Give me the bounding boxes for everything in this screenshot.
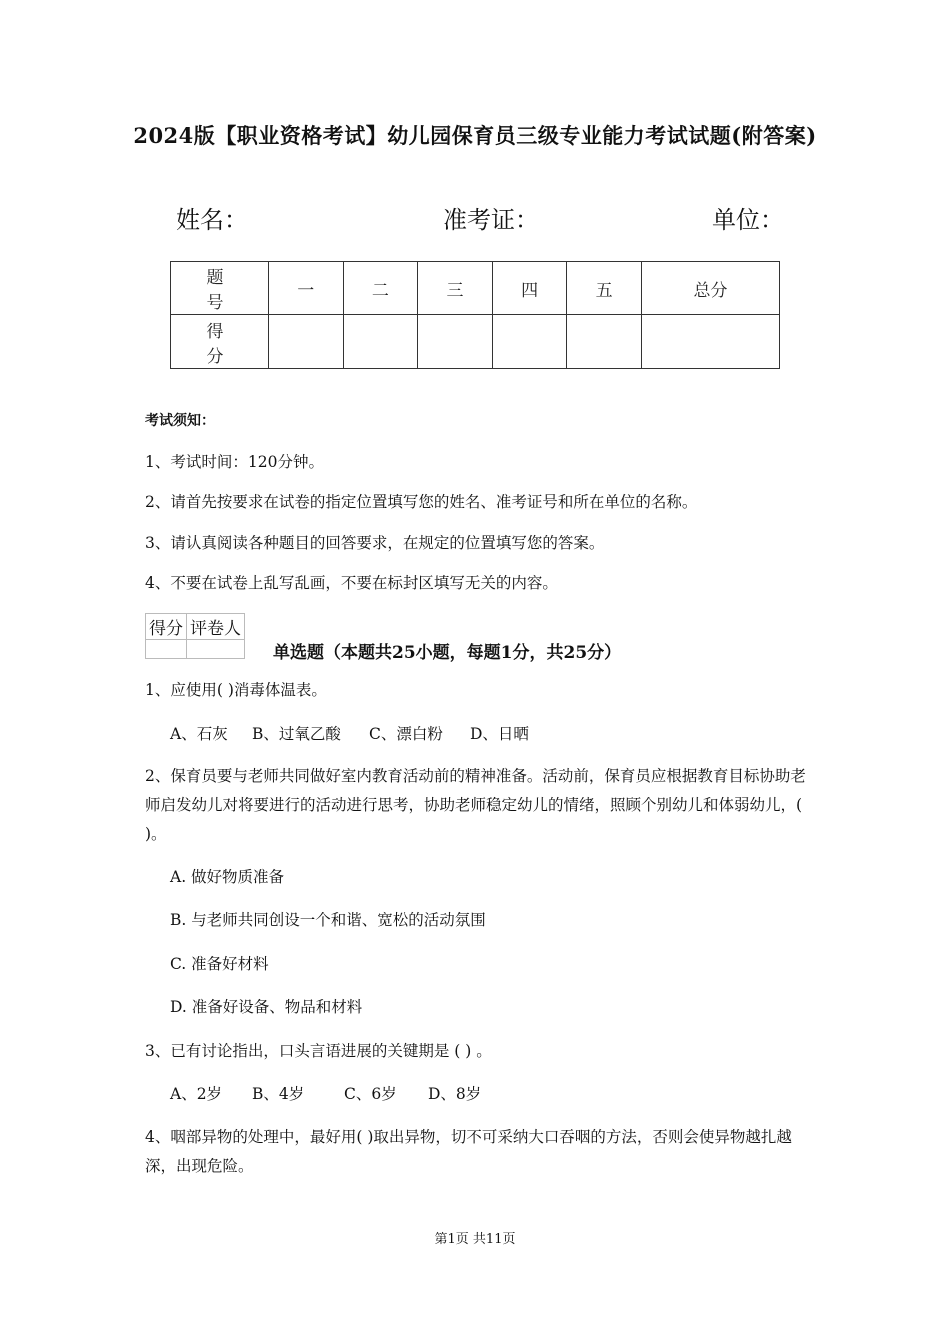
option: D、8岁 bbox=[428, 1085, 482, 1103]
question-stem: 1、应使用( )消毒体温表。 bbox=[145, 681, 327, 699]
option: B、过氧乙酸 bbox=[252, 725, 341, 743]
score-cell-3 bbox=[418, 315, 493, 369]
section-title: 单选题（本题共25小题，每题1分，共25分） bbox=[273, 643, 622, 663]
grader-box bbox=[145, 613, 245, 659]
option: C、漂白粉 bbox=[369, 725, 443, 743]
column-5: 五 bbox=[567, 262, 642, 315]
option: A、石灰 bbox=[170, 725, 228, 743]
notice-title: 考试须知： bbox=[145, 413, 215, 429]
question-stem: 2、保育员要与老师共同做好室内教育活动前的精神准备。活动前，保育员应根据教育目标协助老师启发幼儿对将要进行的活动进行思考，协助老师稳定幼儿的情绪，照顾个别幼儿和体弱幼儿，( )。 bbox=[145, 767, 806, 843]
column-3: 三 bbox=[418, 262, 493, 315]
question-stem: 3、已有讨论指出，口头言语进展的关键期是 ( ) 。 bbox=[145, 1042, 492, 1060]
notice-item: 1、考试时间：120分钟。 bbox=[145, 453, 324, 471]
option: A、2岁 bbox=[170, 1085, 223, 1103]
grader-score-cell bbox=[146, 640, 187, 659]
column-1: 一 bbox=[269, 262, 344, 315]
unit-label: 单位： bbox=[712, 206, 784, 234]
score-cell-5 bbox=[567, 315, 642, 369]
score-cell-4 bbox=[492, 315, 567, 369]
exam-id-label: 准考证： bbox=[443, 206, 539, 234]
option: B、4岁 bbox=[252, 1085, 305, 1103]
name-label: 姓名： bbox=[176, 206, 248, 234]
exam-title: 2024版【职业资格考试】幼儿园保育员三级专业能力考试试题(附答案) bbox=[133, 123, 817, 148]
notice-item: 4、不要在试卷上乱写乱画，不要在标封区填写无关的内容。 bbox=[145, 574, 558, 592]
score-cell-2 bbox=[343, 315, 418, 369]
score-table-header-row bbox=[171, 262, 780, 315]
option: D、日晒 bbox=[470, 725, 529, 743]
grader-name-label: 评卷人 bbox=[187, 614, 245, 640]
score-table-score-row bbox=[171, 315, 780, 369]
question-stem: 4、咽部异物的处理中，最好用( )取出异物，切不可采纳大口吞咽的方法，否则会使异物越扎越深，出现危险。 bbox=[145, 1128, 792, 1175]
column-4: 四 bbox=[492, 262, 567, 315]
column-total: 总分 bbox=[641, 262, 779, 315]
grader-score-label: 得分 bbox=[146, 614, 187, 640]
score-cell-total bbox=[641, 315, 779, 369]
score-table bbox=[170, 261, 780, 369]
page-footer: 第1页 共11页 bbox=[434, 1232, 516, 1247]
score-cell-1 bbox=[269, 315, 344, 369]
option: C. 准备好材料 bbox=[170, 955, 269, 973]
score-label: 得 分 bbox=[171, 315, 269, 369]
option: C、6岁 bbox=[344, 1085, 397, 1103]
option: D. 准备好设备、物品和材料 bbox=[170, 998, 363, 1016]
column-2: 二 bbox=[343, 262, 418, 315]
grader-name-cell bbox=[187, 640, 245, 659]
notice-item: 2、请首先按要求在试卷的指定位置填写您的姓名、准考证号和所在单位的名称。 bbox=[145, 493, 698, 511]
option: A. 做好物质准备 bbox=[170, 868, 285, 886]
option: B. 与老师共同创设一个和谐、宽松的活动氛围 bbox=[170, 911, 486, 929]
notice-item: 3、请认真阅读各种题目的回答要求，在规定的位置填写您的答案。 bbox=[145, 534, 605, 552]
question-number-label: 题 号 bbox=[171, 262, 269, 315]
